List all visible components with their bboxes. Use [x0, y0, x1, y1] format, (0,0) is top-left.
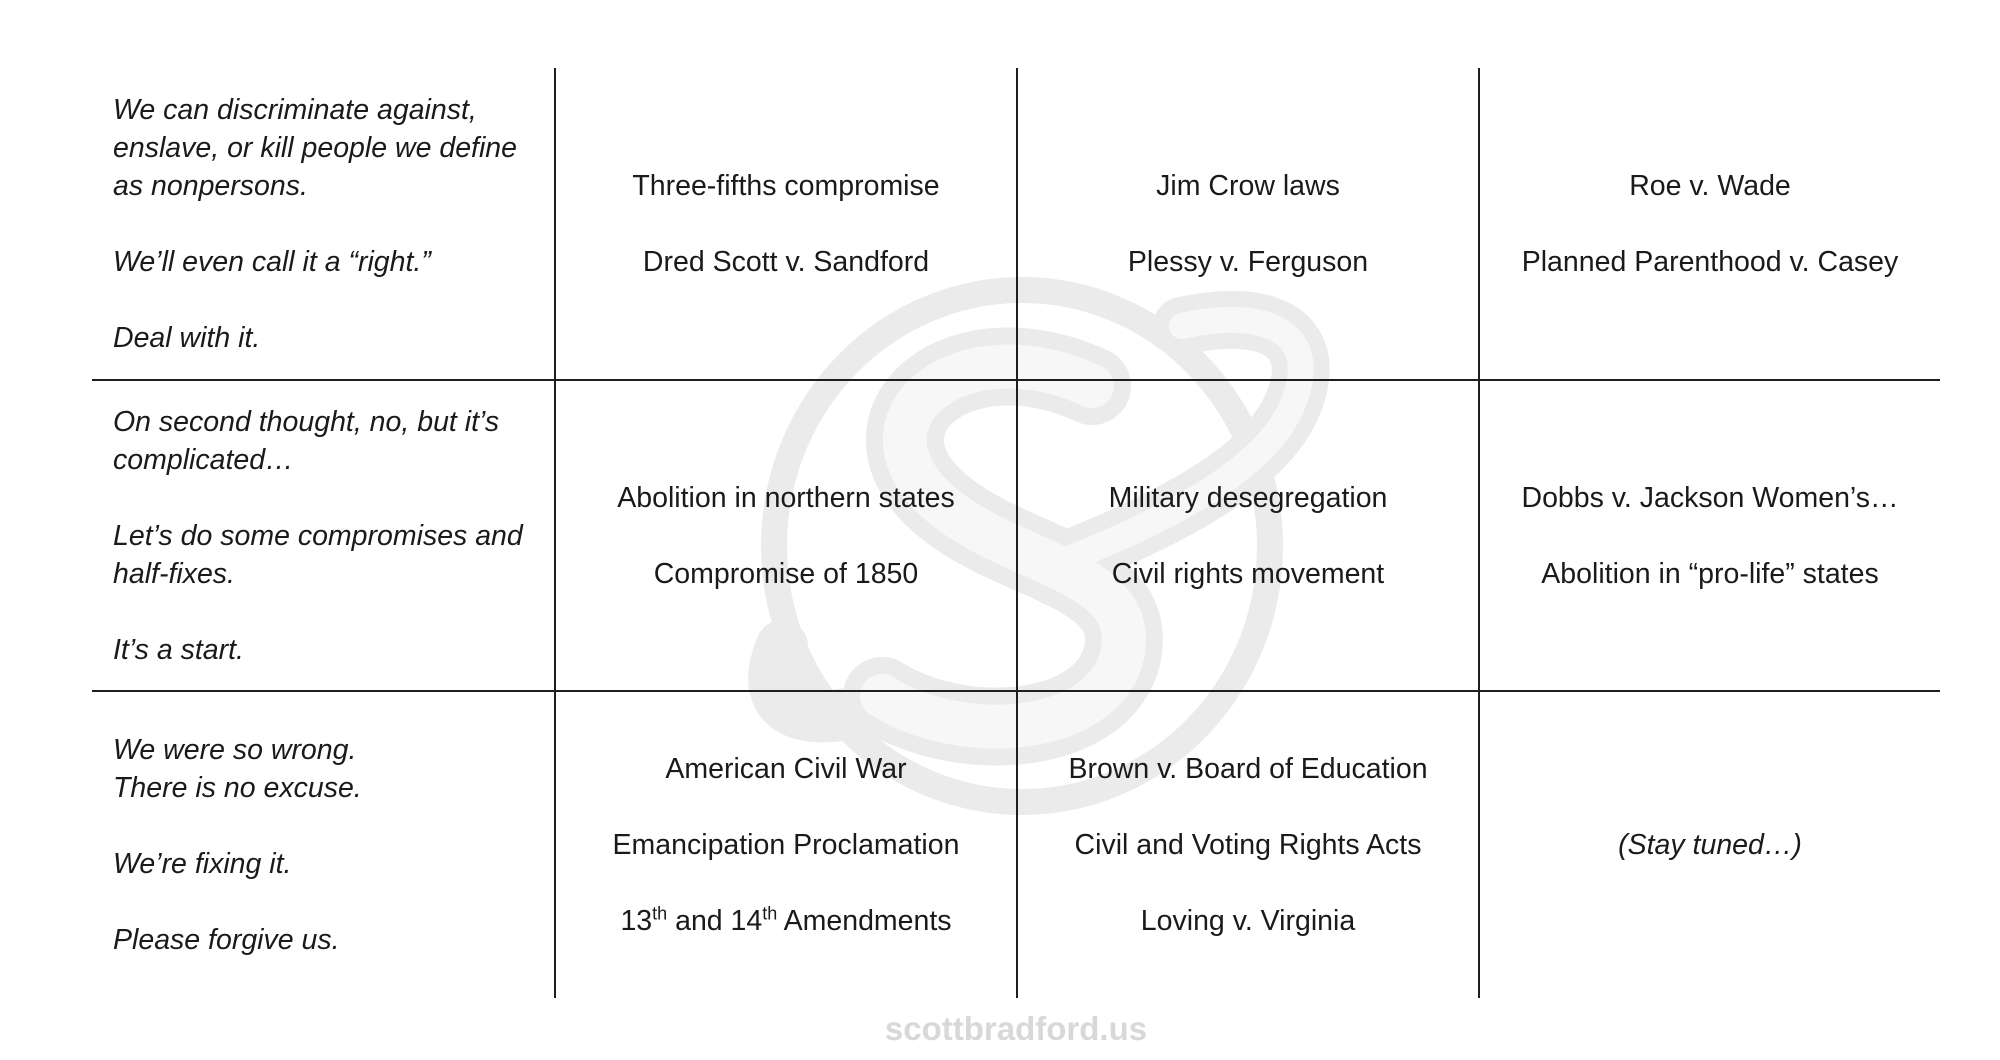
event-label: Dobbs v. Jackson Women’s…: [1521, 481, 1899, 514]
stance-cell-row2: [92, 379, 554, 690]
event-label: Roe v. Wade: [1629, 169, 1791, 202]
event-label: Plessy v. Ferguson: [1127, 245, 1369, 278]
site-footer-watermark: scottbradford.us: [884, 1010, 1148, 1047]
stance-text: enslave, or kill people we define: [113, 131, 517, 164]
event-label: Three-fifths compromise: [632, 169, 940, 202]
stance-text: half-fixes.: [113, 557, 235, 590]
stance-text: as nonpersons.: [113, 169, 308, 202]
stance-cell-row3: [92, 690, 554, 998]
stance-text: We’re fixing it.: [113, 848, 292, 880]
era-cell-row3-col4: [1478, 690, 1940, 998]
stance-text: On second thought, no, but it’s: [113, 405, 500, 438]
ordinal-number: and 14: [667, 905, 763, 937]
stance-text: Let’s do some compromises and: [113, 519, 523, 552]
event-label-amendments: [620, 902, 951, 940]
event-label: Jim Crow laws: [1156, 169, 1340, 202]
stay-tuned-label: (Stay tuned…): [1618, 829, 1802, 861]
era-cell-row3-col2: [554, 690, 1016, 998]
era-cell-row2-col2: [554, 379, 1016, 690]
event-label: Civil and Voting Rights Acts: [1074, 829, 1422, 861]
stance-text: complicated…: [113, 443, 294, 476]
stance-text: Please forgive us.: [113, 924, 340, 956]
event-label: Military desegregation: [1108, 481, 1388, 514]
stance-text: It’s a start.: [113, 633, 244, 666]
stance-text: We were so wrong.: [113, 734, 357, 766]
era-cell-row2-col4: [1478, 379, 1940, 690]
stance-cell-row1: [92, 68, 554, 379]
stance-text: There is no excuse.: [113, 772, 362, 804]
ordinal-suffix: th: [762, 903, 778, 924]
ordinal-suffix: th: [652, 903, 668, 924]
stance-text: We’ll even call it a “right.”: [113, 245, 431, 278]
comparison-table: [92, 68, 1940, 998]
event-label: Emancipation Proclamation: [612, 829, 960, 861]
event-label: American Civil War: [665, 753, 907, 785]
event-label: Planned Parenthood v. Casey: [1521, 245, 1899, 278]
event-label: Dred Scott v. Sandford: [642, 245, 930, 278]
era-cell-row1-col2: [554, 68, 1016, 379]
event-label: Civil rights movement: [1111, 557, 1385, 590]
event-label: Brown v. Board of Education: [1068, 753, 1428, 785]
era-cell-row1-col3: [1016, 68, 1478, 379]
stance-text: We can discriminate against,: [113, 93, 477, 126]
era-cell-row1-col4: [1478, 68, 1940, 379]
event-label: Loving v. Virginia: [1140, 905, 1356, 937]
event-label: Abolition in northern states: [617, 481, 955, 514]
event-label: Compromise of 1850: [653, 557, 919, 590]
stance-text: Deal with it.: [113, 321, 261, 354]
era-cell-row3-col3: [1016, 690, 1478, 998]
era-cell-row2-col3: [1016, 379, 1478, 690]
event-label: Abolition in “pro-life” states: [1541, 557, 1879, 590]
ordinal-number: 13: [620, 905, 653, 937]
amendments-text: Amendments: [777, 905, 952, 937]
